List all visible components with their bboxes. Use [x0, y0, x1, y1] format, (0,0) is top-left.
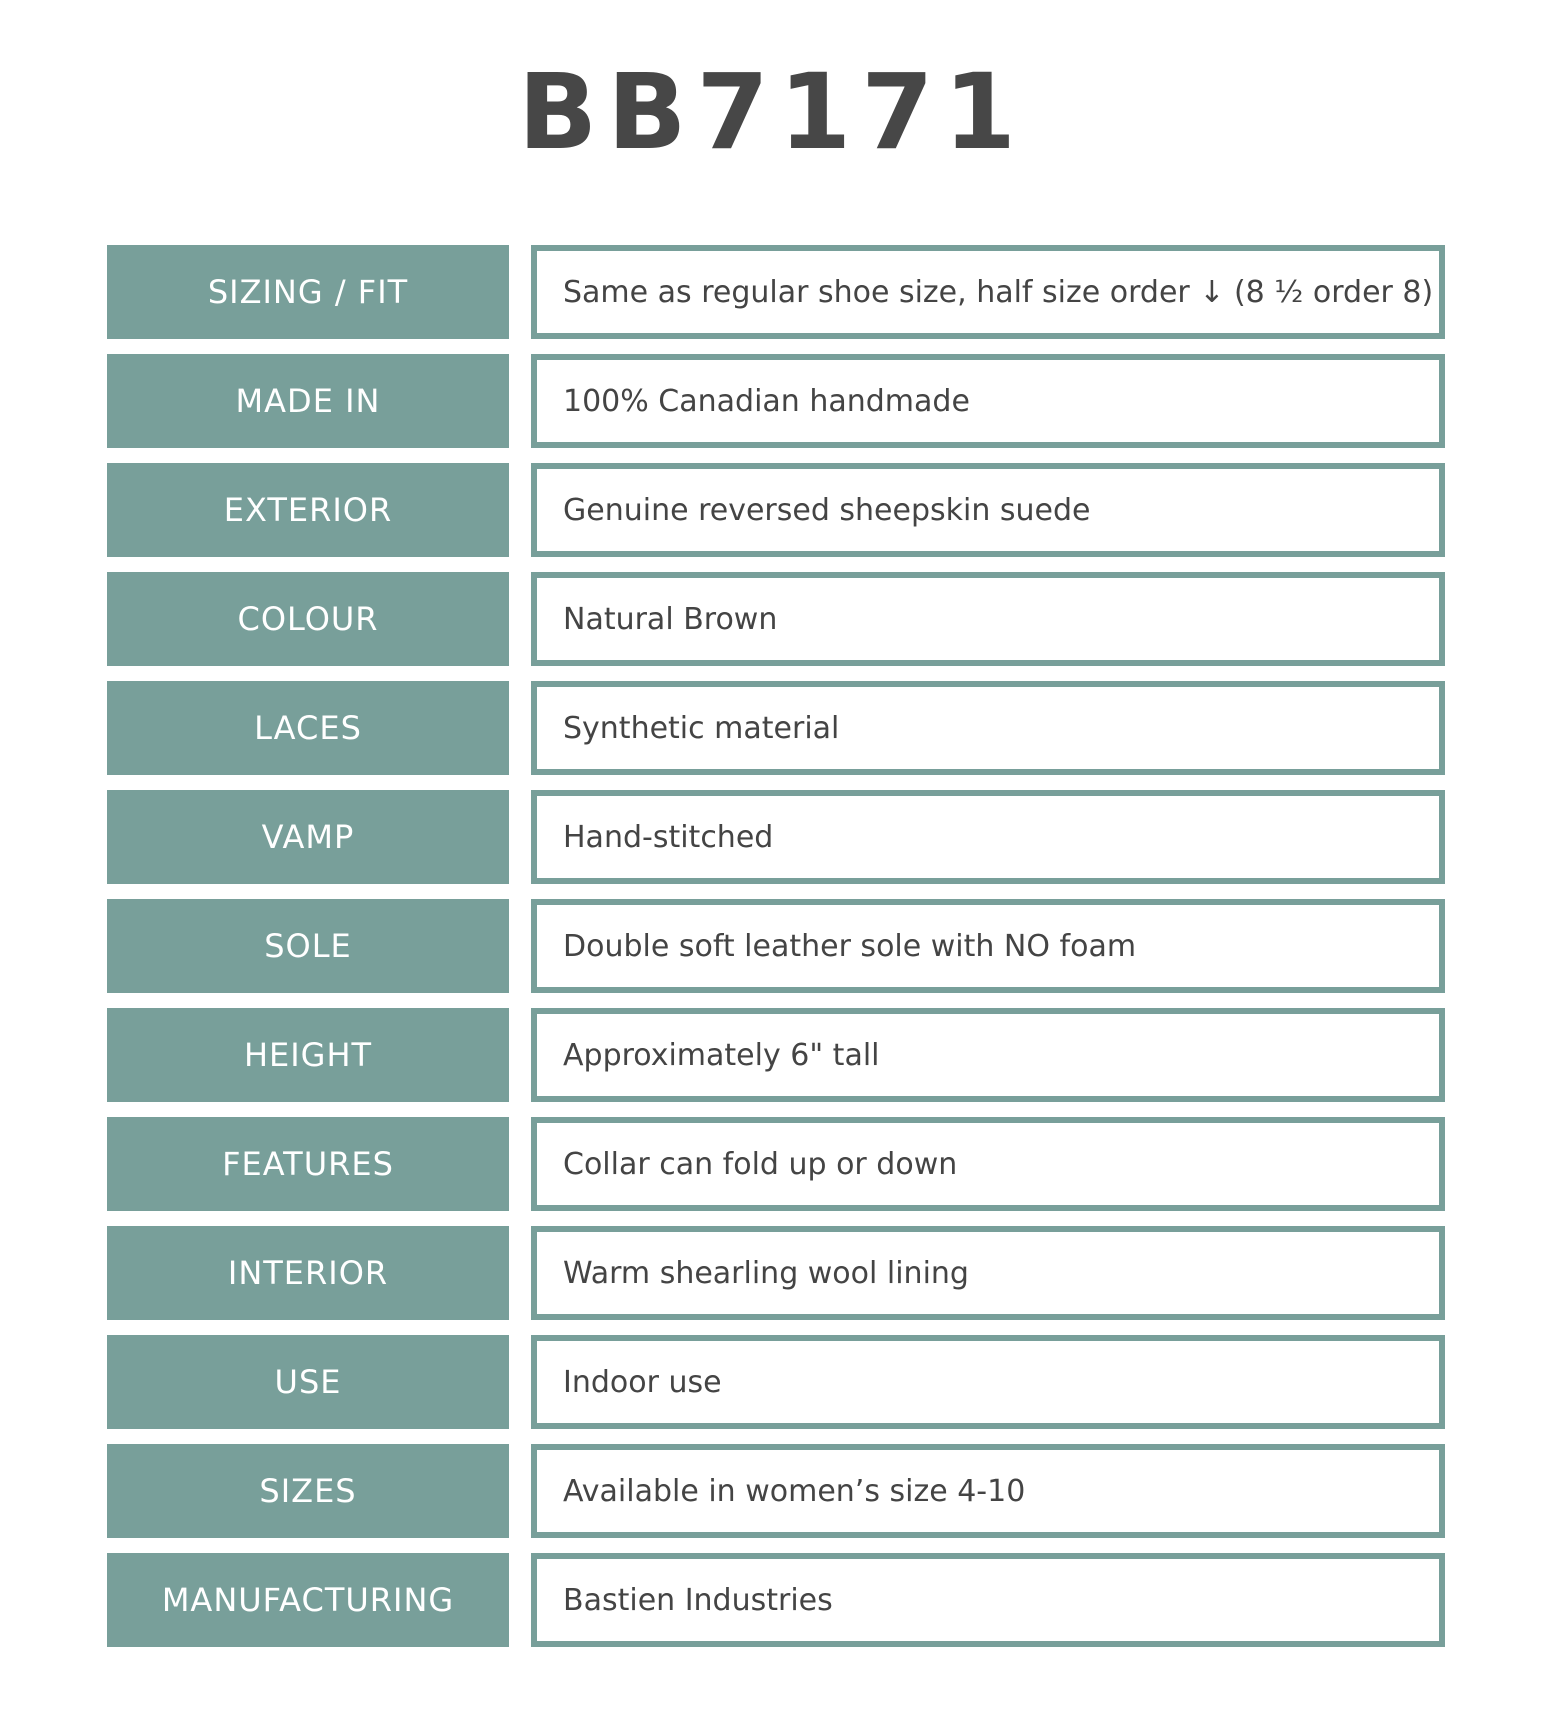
- spec-row-sizes: [107, 1444, 1445, 1538]
- spec-row-vamp: [107, 790, 1445, 884]
- spec-value: 100% Canadian handmade: [531, 354, 1445, 448]
- spec-row-features: [107, 1117, 1445, 1211]
- spec-row-sole: [107, 899, 1445, 993]
- spec-value: Indoor use: [531, 1335, 1445, 1429]
- spec-label: FEATURES: [107, 1117, 509, 1211]
- spec-value: Warm shearling wool lining: [531, 1226, 1445, 1320]
- spec-row-made-in: [107, 354, 1445, 448]
- spec-label: USE: [107, 1335, 509, 1429]
- spec-value: Approximately 6" tall: [531, 1008, 1445, 1102]
- spec-value: Collar can fold up or down: [531, 1117, 1445, 1211]
- spec-row-use: [107, 1335, 1445, 1429]
- spec-row-exterior: [107, 463, 1445, 557]
- spec-table: [107, 245, 1445, 1662]
- spec-label: SIZES: [107, 1444, 509, 1538]
- spec-label: MADE IN: [107, 354, 509, 448]
- spec-value: Genuine reversed sheepskin suede: [531, 463, 1445, 557]
- spec-row-sizing-fit: [107, 245, 1445, 339]
- spec-label: LACES: [107, 681, 509, 775]
- spec-label: COLOUR: [107, 572, 509, 666]
- spec-value: Double soft leather sole with NO foam: [531, 899, 1445, 993]
- spec-label: SOLE: [107, 899, 509, 993]
- spec-value: Bastien Industries: [531, 1553, 1445, 1647]
- spec-value: Synthetic material: [531, 681, 1445, 775]
- spec-label: INTERIOR: [107, 1226, 509, 1320]
- spec-label: MANUFACTURING: [107, 1553, 509, 1647]
- spec-label: EXTERIOR: [107, 463, 509, 557]
- spec-label: SIZING / FIT: [107, 245, 509, 339]
- spec-value: Natural Brown: [531, 572, 1445, 666]
- spec-value: Available in women’s size 4-10: [531, 1444, 1445, 1538]
- spec-label: HEIGHT: [107, 1008, 509, 1102]
- spec-value: Hand-stitched: [531, 790, 1445, 884]
- spec-row-interior: [107, 1226, 1445, 1320]
- spec-value: Same as regular shoe size, half size order ↓ (8 ½ order 8): [531, 245, 1445, 339]
- spec-row-height: [107, 1008, 1445, 1102]
- spec-row-laces: [107, 681, 1445, 775]
- spec-label: VAMP: [107, 790, 509, 884]
- spec-row-manufacturing: [107, 1553, 1445, 1647]
- spec-row-colour: [107, 572, 1445, 666]
- page-title: BB7171: [518, 51, 1026, 173]
